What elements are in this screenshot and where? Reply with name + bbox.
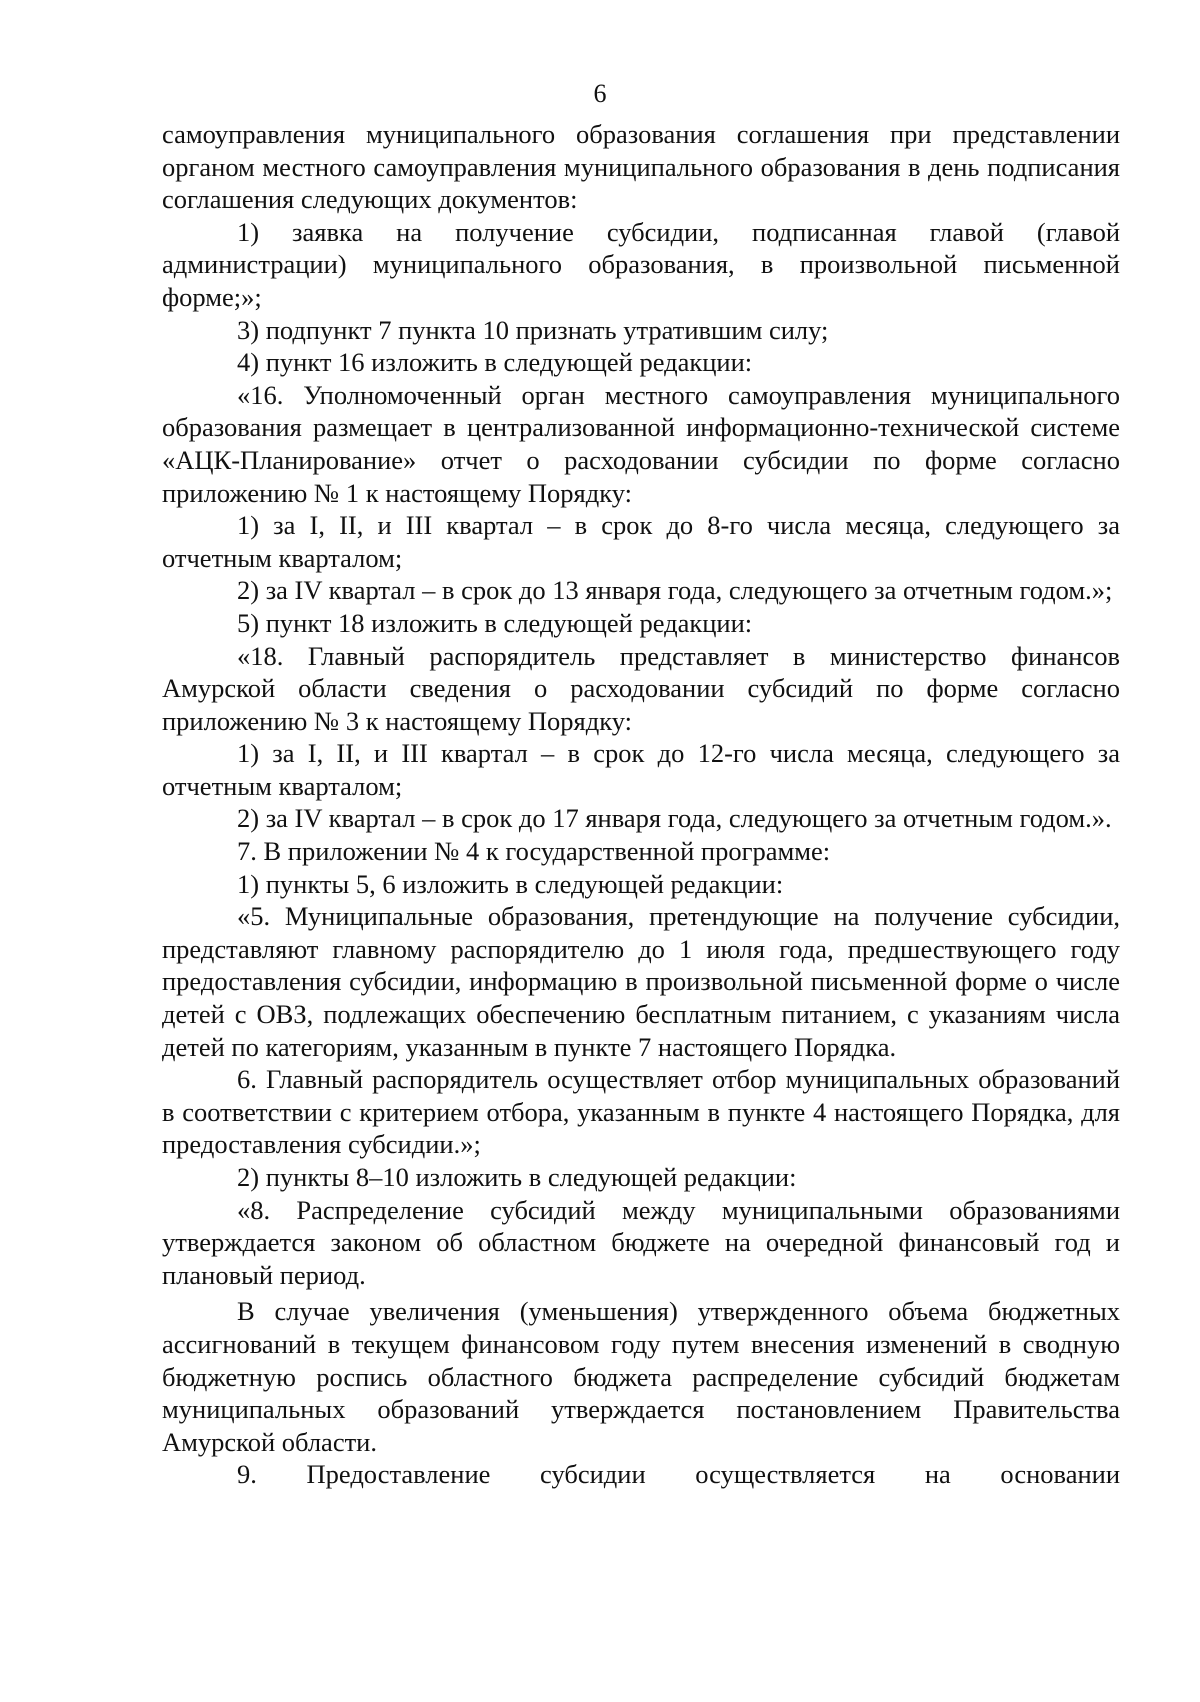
paragraph-section-7-sub-2: 2) пункты 8–10 изложить в следующей редакции:: [237, 1162, 797, 1192]
paragraph-item-4: 4) пункт 16 изложить в следующей редакции:: [237, 347, 753, 378]
paragraph-item-3: 3) подпункт 7 пункта 10 признать утратившим силу;: [237, 314, 829, 345]
paragraph-point-8: «8. Распределение субсидий между муниципальными образованиями утверждается законом об областном бюджете на очередной финансовый год и плановый период.: [162, 1194, 1120, 1290]
paragraph-point-5: «5. Муниципальные образования, претендующие на получение субсидии, представляют главному распорядителю до 1 июля года, предшествующего году предоставления субсидии, информацию в произвольной письменной форме о числе детей с ОВЗ, подлежащих обеспечению бесплатным питанием, с указаниям числа детей по категориям, указанным в пункте 7 настоящего Порядка.: [162, 901, 1120, 1062]
document-body: [162, 118, 1120, 1491]
paragraph-continuation: самоуправления муниципального образования соглашения при представлении органом местного самоуправления муниципального образования в день подписания соглашения следующих документов:: [162, 119, 1120, 215]
paragraph-point-6: 6. Главный распорядитель осуществляет отбор муниципальных образований в соответствии с критерием отбора, указанным в пункте 4 настоящего Порядка, для предоставления субсидии.»;: [162, 1064, 1120, 1160]
paragraph-point-18: «18. Главный распорядитель представляет в министерство финансов Амурской области сведения о расходовании субсидий по форме согласно приложению № 3 к настоящему Порядку:: [162, 640, 1120, 736]
page-number: 6: [593, 79, 607, 108]
paragraph-point-16-sub-1: 1) за I, II, и III квартал – в срок до 8-го числа месяца, следующего за отчетным кварталом;: [162, 510, 1120, 573]
paragraph-item-5: 5) пункт 18 изложить в следующей редакции:: [237, 607, 753, 638]
paragraph-section-7-sub-1: 1) пункты 5, 6 изложить в следующей редакции:: [237, 868, 784, 899]
paragraph-point-16: «16. Уполномоченный орган местного самоуправления муниципального образования размещает в централизованной информационно-технической системе «АЦК-Планирование» отчет о расходовании субсидии по форме согласно приложению № 1 к настоящему Порядку:: [162, 379, 1120, 508]
paragraph-section-7: 7. В приложении № 4 к государственной программе:: [237, 836, 831, 867]
paragraph-point-8-addendum: В случае увеличения (уменьшения) утвержденного объема бюджетных ассигнований в текущем финансовом году путем внесения изменений в сводную бюджетную роспись областного бюджета распределение субсидий бюджетам муниципальных образований утверждается постановлением Правительства Амурской области.: [162, 1296, 1120, 1457]
paragraph-subitem-1: 1) заявка на получение субсидии, подписанная главой (главой администрации) муниципального образования, в произвольной письменной форме;»;: [162, 216, 1120, 312]
paragraph-point-18-sub-1: 1) за I, II, и III квартал – в срок до 12-го числа месяца, следующего за отчетным кварталом;: [162, 738, 1120, 801]
paragraph-point-16-sub-2: 2) за IV квартал – в срок до 13 января года, следующего за отчетным годом.»;: [237, 575, 1113, 606]
paragraph-point-9: 9. Предоставление субсидии осуществляется на основании: [237, 1459, 1120, 1490]
paragraph-point-18-sub-2: 2) за IV квартал – в срок до 17 января года, следующего за отчетным годом.».: [237, 803, 1112, 834]
